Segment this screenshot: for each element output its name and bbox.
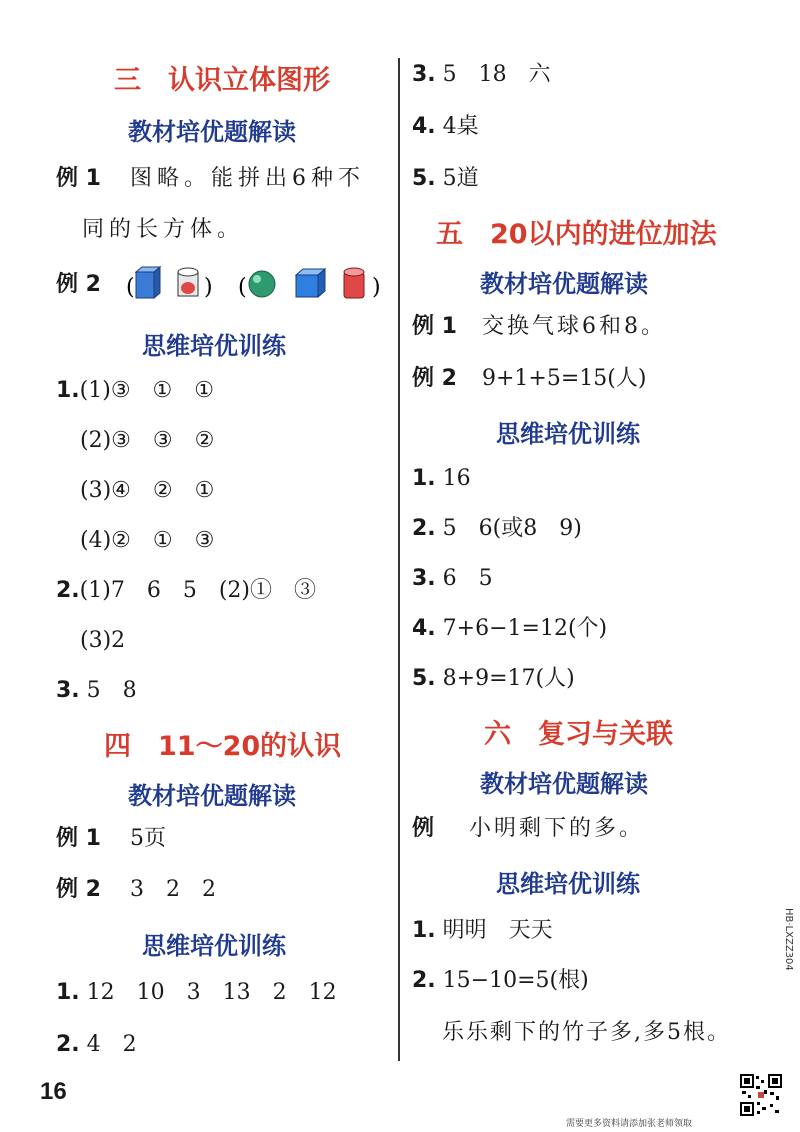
q1-answer-4: (4)② ① ③ [80, 528, 215, 553]
chapter-6-title: 六 复习与关联 [484, 719, 673, 750]
chapter-5-t1-number: 1. [412, 466, 436, 491]
q1-answer-3: (3)④ ② ① [80, 478, 215, 503]
chapter-6-example-label: 例 [412, 816, 435, 841]
chapter-6-s1-answer: 明明 天天 [442, 918, 553, 943]
example-1-row [56, 164, 365, 194]
side-code: HB·LXZZ304 [783, 908, 794, 971]
chapter-4-example-2-answer: 3 2 2 [129, 877, 216, 902]
q3-number: 3. [56, 678, 80, 703]
sphere-green-icon [249, 271, 275, 297]
chapter-5-t3-row [412, 564, 493, 594]
chapter-5-t5-row [412, 664, 575, 694]
chapter-5-t2-number: 2. [412, 516, 436, 541]
q1-answer-1: (1)③ ① ① [79, 378, 215, 403]
chapter-4-q1-answer: 12 10 3 13 2 12 [86, 980, 337, 1005]
q2-row-1 [56, 576, 316, 606]
q1-number: 1. [56, 378, 80, 403]
chapter-5-example-2-label: 例 2 [412, 366, 457, 391]
chapter-4-example-1-row [56, 824, 166, 854]
right-q5-answer: 5道 [442, 166, 479, 191]
chapter-5-t4-answer: 7+6−1=12(个) [442, 616, 608, 641]
qr-code-icon[interactable] [740, 1074, 782, 1116]
chapter-4-example-1-answer: 5页 [129, 826, 166, 851]
q3-answer: 5 8 [86, 678, 137, 703]
chapter-5-training-heading: 思维培优训练 [496, 420, 640, 448]
cylinder-red-solid-icon [344, 268, 364, 298]
chapter-6-s1-number: 1. [412, 918, 436, 943]
chapter-5-t5-answer: 8+9=17(人) [442, 666, 575, 691]
svg-text:(: ( [238, 275, 247, 300]
right-q4-row [412, 112, 479, 142]
qr-caption: 需要更多资料请添加张老师领取 [566, 1119, 693, 1129]
right-q3-row [412, 60, 551, 90]
cuboid-blue-icon [136, 267, 160, 298]
q2-answer-2: (3)2 [80, 628, 126, 653]
chapter-6-textbook-heading: 教材培优题解读 [480, 770, 648, 798]
right-q4-number: 4. [412, 114, 436, 139]
chapter-5-example-2-answer: 9+1+5=15(人) [481, 366, 647, 391]
column-divider [398, 58, 400, 1061]
example-1-answer-cont: 同的长方体。 [82, 217, 245, 242]
chapter-4-training-heading: 思维培优训练 [142, 932, 286, 960]
page-number: 16 [40, 1078, 67, 1105]
chapter-6-training-heading: 思维培优训练 [496, 870, 640, 898]
chapter-4-example-2-row [56, 875, 216, 905]
chapter-4-q2-answer: 4 2 [86, 1032, 137, 1057]
chapter-4-title: 四 11～20的认识 [104, 731, 342, 762]
q3-row [56, 676, 137, 706]
chapter-4-q2-number: 2. [56, 1032, 80, 1057]
chapter-6-s2-answer: 15−10=5(根) [442, 968, 589, 993]
chapter-5-textbook-heading: 教材培优题解读 [480, 270, 648, 298]
right-q3-number: 3. [412, 62, 436, 87]
chapter-5-t3-answer: 6 5 [442, 566, 493, 591]
chapter-3-textbook-heading: 教材培优题解读 [128, 118, 296, 146]
chapter-4-textbook-heading: 教材培优题解读 [128, 782, 296, 810]
chapter-4-q1-number: 1. [56, 980, 80, 1005]
chapter-5-t4-number: 4. [412, 616, 436, 641]
q2-number: 2. [56, 578, 80, 603]
chapter-5-t4-row [412, 614, 607, 644]
right-q5-number: 5. [412, 166, 436, 191]
example-1-answer: 图略。能拼出6种不 [129, 166, 365, 191]
chapter-6-s2-number: 2. [412, 968, 436, 993]
chapter-5-example-1-row [412, 312, 666, 342]
chapter-5-example-1-label: 例 1 [412, 314, 457, 339]
chapter-6-s2-row [412, 966, 589, 996]
chapter-6-example-row [412, 814, 644, 844]
right-q5-row [412, 164, 479, 194]
cube-blue-icon [296, 269, 325, 297]
right-q3-answer: 5 18 六 [442, 62, 551, 87]
chapter-4-q2-row [56, 1030, 137, 1060]
example-2-shapes [126, 264, 386, 306]
example-2-row [56, 270, 101, 300]
svg-text:(: ( [126, 275, 135, 300]
chapter-4-example-1-label: 例 1 [56, 826, 101, 851]
svg-text:): ) [372, 275, 381, 300]
chapter-5-t3-number: 3. [412, 566, 436, 591]
chapter-6-s1-row [412, 916, 553, 946]
chapter-5-t5-number: 5. [412, 666, 436, 691]
right-q4-answer: 4桌 [442, 114, 479, 139]
chapter-3-title: 三 认识立体图形 [114, 65, 330, 96]
chapter-5-example-1-answer: 交换气球6和8。 [481, 314, 666, 339]
cylinder-red-icon [178, 268, 198, 296]
chapter-5-t2-answer: 5 6(或8 9) [442, 516, 582, 541]
chapter-5-t2-row [412, 514, 582, 544]
chapter-5-title: 五 20以内的进位加法 [436, 219, 717, 250]
chapter-6-s2-answer-cont: 乐乐剩下的竹子多,多5根。 [442, 1020, 731, 1045]
chapter-4-example-2-label: 例 2 [56, 877, 101, 902]
q2-answer-1: (1)7 6 5 (2)① ③ [79, 578, 316, 603]
q1-row-1 [56, 376, 214, 406]
chapter-3-training-heading: 思维培优训练 [142, 332, 286, 360]
chapter-5-example-2-row [412, 364, 646, 394]
svg-text:): ) [204, 275, 213, 300]
q1-answer-2: (2)③ ③ ② [80, 428, 215, 453]
example-1-label: 例 1 [56, 166, 101, 191]
chapter-4-q1-row [56, 978, 337, 1008]
chapter-5-t1-row [412, 464, 471, 494]
example-2-label: 例 2 [56, 272, 101, 297]
chapter-5-t1-answer: 16 [442, 466, 471, 491]
chapter-6-example-answer: 小明剩下的多。 [469, 816, 645, 841]
